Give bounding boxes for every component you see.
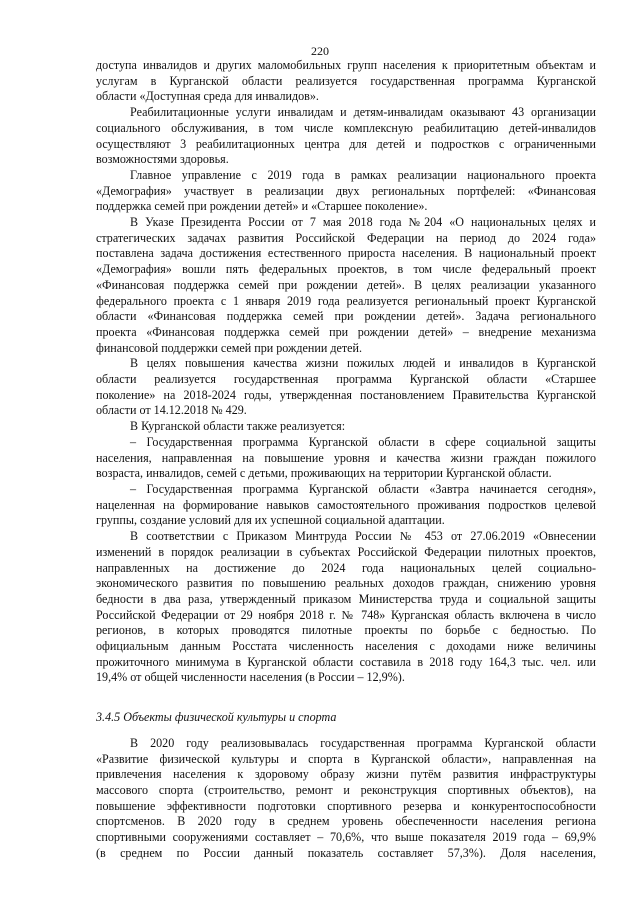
text-line: услугам в Курганской области реализуется государственная программа Курганской	[96, 73, 596, 88]
text-line: «Демография» участвует в реализации двух региональных портфелей: «Финансовая	[96, 183, 596, 198]
section-heading: 3.4.5 Объекты физической культуры и спорта	[96, 710, 337, 725]
text-line: 19,4% от общей численности населения (в России – 12,9%).	[96, 670, 405, 685]
text-line: В Указе Президента России от 7 мая 2018 года №204 «О национальных целях и	[130, 215, 596, 230]
section-social-support	[96, 58, 596, 686]
paragraph	[96, 215, 596, 356]
text-line: нацеленная на формирование навыков самостоятельного проживания подростков целевой	[96, 497, 596, 512]
text-line: изменений в порядок реализации в субъектах Российской Федерации пилотных проектов,	[96, 544, 596, 559]
text-line: В целях повышения качества жизни пожилых людей и инвалидов в Курганской	[130, 356, 596, 371]
text-line: группы, создание условий для их успешной социальной адаптации.	[96, 513, 445, 528]
text-line: области от 14.12.2018 № 429.	[96, 403, 247, 418]
text-line: массового спорта (строительство, ремонт и реконструкция спортивных объектов), на	[96, 782, 596, 797]
text-line: области «Доступная среда для инвалидов».	[96, 89, 319, 104]
text-line: В Курганской области также реализуется:	[130, 419, 346, 434]
paragraph	[96, 419, 596, 435]
text-line: федерального проекта с 1 января 2019 года реализуется региональный проект Курганской	[96, 293, 596, 308]
paragraph	[96, 482, 596, 529]
paragraph	[96, 105, 596, 168]
text-line: поставлена задача достижения естественного прироста населения. В национальный проект	[96, 246, 596, 261]
text-line: осуществляют 3 реабилитационных центра для детей и подростков с ограниченными	[96, 136, 596, 151]
text-line: спортсменов. В 2020 году в среднем уровень обеспеченности населения региона	[96, 814, 596, 829]
text-line: экономического развития по повышению реальных доходов граждан, снижению уровня	[96, 576, 596, 591]
text-line: В 2020 году реализовывалась государственная программа Курганской области	[130, 735, 596, 750]
paragraph	[96, 529, 596, 686]
text-line: Главное управление с 2019 года в рамках реализации национального проекта	[130, 167, 596, 182]
text-line: – Государственная программа Курганской области в сфере социальной защиты	[130, 434, 596, 449]
text-line: – Государственная программа Курганской области «Завтра начинается сегодня»,	[130, 481, 596, 496]
text-line: населения, направленная на повышение уровня и качества жизни граждан пожилого	[96, 450, 596, 465]
text-line: (в среднем по России данный показатель составляет 57,3%). Доля населения,	[96, 845, 596, 860]
text-line: повышение эффективности подготовки спортивного резерва и конкурентоспособности	[96, 798, 596, 813]
paragraph	[96, 168, 596, 215]
text-line: поколение» на 2018-2024 годы, утвержденная постановлением Правительства Курганской	[96, 387, 596, 402]
text-line: официальным данным Росстата численность населения с доходами ниже величины	[96, 639, 596, 654]
paragraph	[96, 736, 596, 862]
text-line: поддержка семей при рождении детей» и «Старшее поколение».	[96, 199, 428, 214]
text-line: области «Финансовая поддержка семей при рождении детей». Задача регионального	[96, 309, 596, 324]
section-sports	[96, 736, 596, 862]
text-line: направленных на достижение до 2024 года национальных целей социально-	[96, 560, 596, 575]
text-line: В соответствии с Приказом Минтруда России № 453 от 27.06.2019 «Овнесении	[130, 529, 596, 544]
text-line: социального обслуживания, в том числе комплексную реабилитацию детей-инвалидов	[96, 120, 596, 135]
paragraph	[96, 435, 596, 482]
text-line: Реабилитационные услуги инвалидам и детям-инвалидам оказывают 43 организации	[130, 105, 596, 120]
text-line: бедности в два раза, утвержденный приказом Министерства труда и социальной защиты	[96, 591, 596, 606]
page-content	[96, 58, 596, 861]
text-line: возраста, инвалидов, семей с детьми, проживающих на территории Курганской области.	[96, 466, 552, 481]
page-number: 220	[311, 44, 329, 58]
text-line: «Развитие физической культуры и спорта в Курганской области», направленная на	[96, 751, 596, 766]
text-line: прожиточного минимума в Курганской области составила в 2018 году 164,3 тыс. чел. или	[96, 654, 596, 669]
text-line: «Финансовая поддержка семей при рождении детей». В целях реализации указанного	[96, 277, 596, 292]
paragraph	[96, 58, 596, 105]
text-line: проекта «Финансовая поддержка семей при рождении детей» – внедрение механизма	[96, 324, 596, 339]
text-line: привлечения населения к здоровому образу жизни путём развития инфраструктуры	[96, 767, 596, 782]
text-line: стратегических задачах развития Российской Федерации на период до 2024 года»	[96, 230, 596, 245]
text-line: доступа инвалидов и других маломобильных групп населения к приоритетным объектам и	[96, 58, 596, 72]
text-line: финансовой поддержки семей при рождении детей.	[96, 340, 363, 355]
text-line: регионов, в которых проводятся пилотные проекты по борьбе с бедностью. По	[96, 623, 596, 638]
text-line: возможностями здоровья.	[96, 152, 229, 167]
text-line: спортивными сооружениями составляет – 70,6%, что выше показателя 2019 года – 69,9%	[96, 830, 596, 845]
text-line: области реализуется государственная программа Курганской области «Старшее	[96, 372, 596, 387]
text-line: «Демография» вошли пять федеральных проектов, в том числе федеральный проект	[96, 262, 596, 277]
text-line: Российской Федерации от 29 ноября 2018 г. № 748» Курганская область включена в число	[96, 607, 596, 622]
paragraph	[96, 356, 596, 419]
